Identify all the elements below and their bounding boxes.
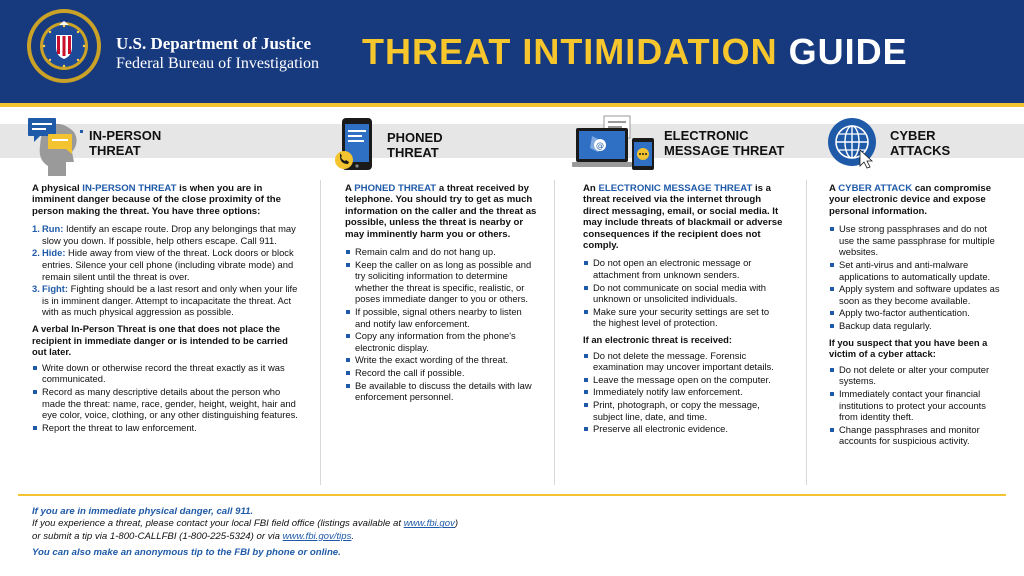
list-item: Immediately notify law enforcement. (583, 386, 783, 398)
footer-contact-close: ) (454, 518, 459, 530)
col3-title-line1: ELECTRONIC (664, 128, 749, 143)
list-item: Record as many descriptive details about the person who made the threat: name, race, gender, height, weight, hair and eye color, voice, clothing, or any other distinguishing features. (32, 386, 304, 421)
col3-title-line2: MESSAGE THREAT (664, 143, 785, 158)
list-item: Make sure your security settings are set to the highest level of protection. (583, 306, 783, 329)
column-divider (320, 180, 321, 485)
col4-title-line2: ATTACKS (890, 143, 951, 158)
list-item: Use strong passphrases and do not use the same passphrase for multiple websites. (829, 223, 1001, 258)
column-divider (554, 180, 555, 485)
footer-anonymous-line: You can also make an anonymous tip to the FBI by phone or online. (32, 547, 341, 559)
svg-text:@: @ (596, 141, 604, 150)
col2-title-line2: THREAT (387, 145, 439, 160)
col3-lead-a: An (583, 183, 599, 194)
footer-tip-text: or submit a tip via 1-800-CALLFBI (1-800-225-5324) or via (32, 530, 283, 542)
footer-emergency-line: If you are in immediate physical danger, call 911. (32, 506, 254, 517)
footer-tip-line (32, 531, 458, 543)
col1-title-bullet (80, 130, 83, 133)
col4-bullets (829, 223, 1001, 331)
col2-body (345, 183, 537, 408)
list-item: Apply system and software updates as soon as they become available. (829, 283, 1001, 306)
col2-title-line1: PHONED (387, 130, 443, 145)
col1-lead-highlight: IN-PERSON THREAT (82, 183, 177, 194)
list-item: Do not delete or alter your computer systems. (829, 364, 1001, 387)
list-item: Print, photograph, or copy the message, subject line, date, and time. (583, 399, 783, 422)
option-number: 1. (32, 223, 40, 235)
list-item: Do not communicate on social media with unknown or unsolicited individuals. (583, 282, 783, 305)
list-item: Leave the message open on the computer. (583, 374, 783, 386)
col4-lead-a: A (829, 183, 839, 194)
col4-body (829, 183, 1001, 452)
col3-bullets (583, 257, 783, 329)
list-item: Change passphrases and monitor accounts for suspicious activity. (829, 424, 1001, 447)
footer (32, 506, 458, 560)
footer-contact-text: If you experience a threat, please contact your local FBI field office (listings available at (32, 518, 404, 530)
option-text: Hide away from view of the threat. Lock doors or block entries. Silence your cell phone (including vibrate mode) and remain silent until the threat is over. (42, 247, 294, 282)
header-banner (0, 0, 1024, 103)
option-key: Hide: (42, 247, 66, 259)
col1-title-line2: THREAT (89, 143, 141, 158)
col3-lead (583, 183, 783, 251)
list-item: Keep the caller on as long as possible and try soliciting information to determine whether the threat is specific, realistic, or poses immediate danger to you or others. (345, 259, 537, 305)
page-title (362, 32, 908, 72)
option-hide (32, 247, 304, 282)
person-chat-icon (26, 114, 82, 178)
col1-lead-b: is when you are in imminent danger because of the close proximity of the person making the threat. You have three options: (32, 183, 281, 217)
option-number: 3. (32, 283, 40, 295)
col2-lead (345, 183, 537, 240)
list-item: Report the threat to law enforcement. (32, 422, 304, 434)
list-item: Copy any information from the phone's electronic display. (345, 330, 537, 353)
list-item: Be available to discuss the details with law enforcement personnel. (345, 380, 537, 403)
col3-title (664, 128, 784, 158)
title-part2: GUIDE (788, 31, 908, 72)
list-item: Write the exact wording of the threat. (345, 354, 537, 366)
col2-lead-a: A (345, 183, 355, 194)
col4-subheading: If you suspect that you have been a victim of a cyber attack: (829, 336, 988, 360)
col1-options (32, 223, 304, 318)
list-item: Record the call if possible. (345, 367, 537, 379)
col3-body (583, 183, 783, 440)
col3-bullets-received (583, 350, 783, 435)
list-item: Immediately contact your financial institutions to protect your accounts from identity theft. (829, 388, 1001, 423)
col4-lead-b: can compromise your electronic device and expose personal information. (829, 183, 992, 217)
bureau-name: Federal Bureau of Investigation (116, 55, 320, 72)
col2-bullets (345, 246, 537, 403)
option-key: Run: (42, 223, 64, 235)
option-key: Fight: (42, 283, 69, 295)
footer-divider (18, 494, 1006, 496)
col4-title (890, 128, 950, 158)
col3-lead-highlight: ELECTRONIC MESSAGE THREAT (598, 183, 753, 194)
col2-lead-b: a threat received by telephone. You should try to get as much information on the caller and the threat as possible, unless the threat is nearby or may imminently harm you or others. (345, 183, 537, 240)
option-text: Fighting should be a last resort and only when your life is in imminent danger. Attempt to incapacitate the threat. Act with as much physical aggression as possible. (42, 283, 298, 318)
fbi-website-link[interactable]: www.fbi.gov (403, 518, 455, 530)
col4-bullets-victim (829, 364, 1001, 447)
col3-lead-b: is a threat received via the internet through direct messaging, email, or social media. It may include threats of blackmail or adverse consequences if the recipient does not comply. (583, 183, 783, 252)
col4-title-line1: CYBER (890, 128, 936, 143)
title-part1: THREAT INTIMIDATION (362, 31, 778, 72)
footer-tip-end: . (351, 530, 355, 542)
globe-cursor-icon (826, 116, 880, 172)
col1-body (32, 183, 304, 438)
list-item: Do not open an electronic message or attachment from unknown senders. (583, 257, 783, 280)
header-divider (0, 103, 1024, 107)
option-text: Identify an escape route. Drop any belongings that may slow you down. If possible, help others escape. Call 911. (42, 223, 296, 246)
col1-lead (32, 183, 304, 217)
col4-lead (829, 183, 1001, 217)
col1-subheading: A verbal In-Person Threat is one that does not place the recipient in immediate danger or is intended to be carried out later. (32, 322, 288, 358)
agency-name: U.S. Department of Justice (116, 34, 311, 53)
list-item: Backup data regularly. (829, 320, 1001, 332)
list-item: Remain calm and do not hang up. (345, 246, 537, 258)
col4-lead-highlight: CYBER ATTACK (838, 183, 913, 194)
list-item: Do not delete the message. Forensic examination may uncover important details. (583, 350, 783, 373)
fbi-tips-link[interactable]: www.fbi.gov/tips (282, 530, 352, 542)
column-divider (806, 180, 807, 485)
footer-contact-line (32, 518, 458, 530)
list-item: Write down or otherwise record the threat exactly as it was communicated. (32, 362, 304, 385)
option-number: 2. (32, 247, 40, 259)
list-item: If possible, signal others nearby to listen and notify law enforcement. (345, 306, 537, 329)
devices-message-icon (570, 114, 658, 176)
col1-lead-a: A physical (32, 183, 83, 194)
option-run (32, 223, 304, 246)
col1-bullets (32, 362, 304, 434)
col2-lead-highlight: PHONED THREAT (354, 183, 437, 194)
list-item: Apply two-factor authentication. (829, 307, 1001, 319)
option-fight (32, 283, 304, 318)
col1-title (89, 128, 161, 158)
col2-title (387, 130, 443, 160)
list-item: Preserve all electronic evidence. (583, 423, 783, 435)
col3-subheading: If an electronic threat is received: (583, 334, 733, 345)
list-item: Set anti-virus and anti-malware applications to automatically update. (829, 259, 1001, 282)
fbi-seal-icon (26, 8, 102, 84)
col1-title-line1: IN-PERSON (89, 128, 162, 143)
phone-icon (334, 116, 382, 174)
